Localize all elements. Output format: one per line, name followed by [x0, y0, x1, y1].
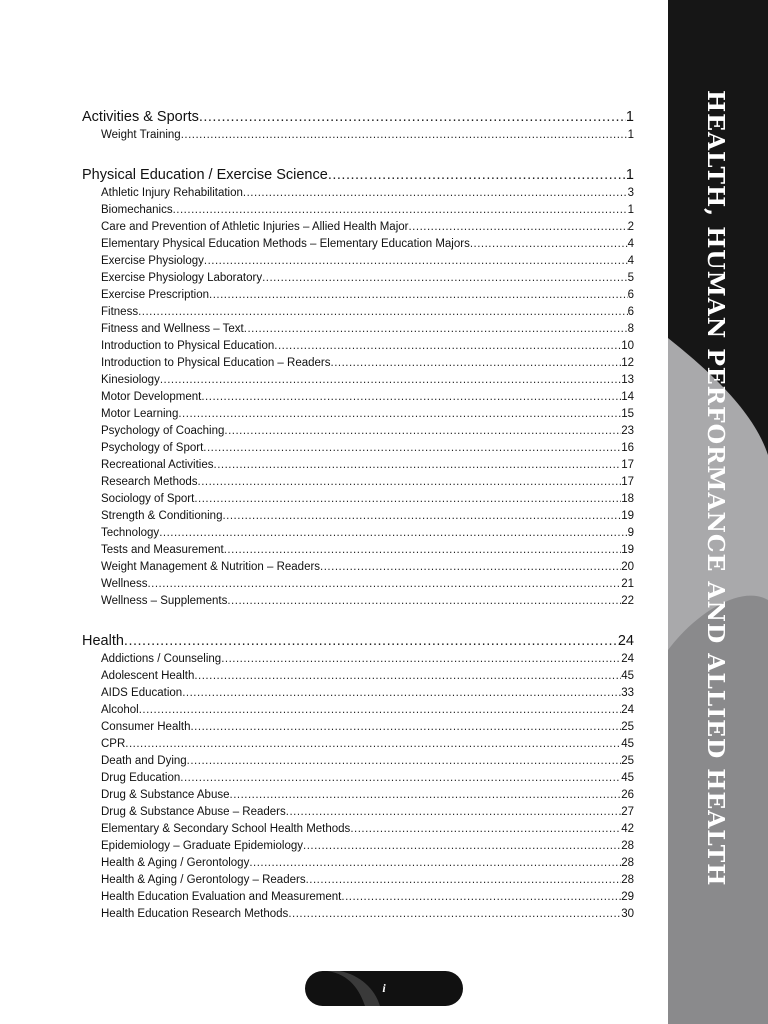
toc-entry[interactable]	[82, 559, 634, 576]
entry-page-number: 4	[627, 238, 634, 250]
section-page-number: 1	[625, 109, 634, 125]
dot-leader	[194, 668, 621, 685]
entry-title: Recreational Activities	[101, 459, 214, 471]
toc-entry[interactable]	[82, 685, 634, 702]
toc-entry[interactable]	[82, 304, 634, 321]
dot-leader	[182, 685, 621, 702]
dot-leader	[303, 838, 621, 855]
toc-entry[interactable]	[82, 668, 634, 685]
dot-leader	[408, 219, 627, 236]
entry-title: AIDS Education	[101, 687, 183, 699]
dot-leader	[180, 770, 621, 787]
toc-entry[interactable]	[82, 355, 634, 372]
dot-leader	[159, 525, 627, 542]
dot-leader	[249, 855, 621, 872]
entry-page-number: 19	[621, 510, 634, 522]
entry-title: Death and Dying	[101, 755, 187, 767]
dot-leader	[274, 338, 621, 355]
toc-entry[interactable]	[82, 185, 634, 202]
toc-entry[interactable]	[82, 457, 634, 474]
entry-page-number: 1	[627, 204, 634, 216]
entry-title: Kinesiology	[101, 374, 160, 386]
entry-title: Drug & Substance Abuse	[101, 789, 230, 801]
dot-leader	[125, 736, 621, 753]
entry-title: Adolescent Health	[101, 670, 195, 682]
entry-title: Tests and Measurement	[101, 544, 224, 556]
dot-leader	[199, 108, 626, 127]
entry-title: CPR	[101, 738, 126, 750]
entry-page-number: 4	[627, 255, 634, 267]
entry-title: Consumer Health	[101, 721, 191, 733]
entry-page-number: 10	[621, 340, 634, 352]
toc-section-heading[interactable]	[82, 108, 634, 127]
toc-entry[interactable]	[82, 440, 634, 457]
toc-entry[interactable]	[82, 202, 634, 219]
entry-title: Drug & Substance Abuse – Readers	[101, 806, 286, 818]
dot-leader	[244, 321, 628, 338]
entry-title: Wellness – Supplements	[101, 595, 228, 607]
dot-leader	[224, 423, 621, 440]
toc-entry[interactable]	[82, 838, 634, 855]
section-heading-text: Physical Education / Exercise Science	[82, 167, 328, 183]
entry-page-number: 24	[621, 653, 634, 665]
entry-page-number: 2	[627, 221, 634, 233]
entry-title: Weight Training	[101, 129, 181, 141]
entry-page-number: 23	[621, 425, 634, 437]
entry-page-number: 6	[627, 306, 634, 318]
sidebar-title: HEALTH, HUMAN PERFORMANCE AND ALLIED HEALTH	[702, 90, 730, 887]
toc-section	[82, 632, 634, 923]
entry-page-number: 3	[627, 187, 634, 199]
section-page-number: 1	[625, 167, 634, 183]
toc-entry[interactable]	[82, 906, 634, 923]
entry-title: Health & Aging / Gerontology – Readers	[101, 874, 306, 886]
dot-leader	[262, 270, 628, 287]
dot-leader	[181, 127, 628, 144]
toc-entry[interactable]	[82, 787, 634, 804]
toc-section	[82, 108, 634, 144]
dot-leader	[124, 632, 618, 651]
dot-leader	[201, 389, 621, 406]
toc-entry[interactable]	[82, 889, 634, 906]
entry-title: Epidemiology – Graduate Epidemiology	[101, 840, 304, 852]
entry-page-number: 25	[621, 755, 634, 767]
toc-entry[interactable]	[82, 127, 634, 144]
entry-title: Care and Prevention of Athletic Injuries – Allied Health Major	[101, 221, 409, 233]
toc-entry[interactable]	[82, 372, 634, 389]
entry-title: Psychology of Sport	[101, 442, 204, 454]
dot-leader	[288, 906, 621, 923]
section-sidebar	[668, 0, 768, 1024]
toc-entry[interactable]	[82, 804, 634, 821]
entry-page-number: 13	[621, 374, 634, 386]
dot-leader	[222, 508, 621, 525]
entry-page-number: 22	[621, 595, 634, 607]
toc-entry[interactable]	[82, 287, 634, 304]
toc-entry[interactable]	[82, 821, 634, 838]
entry-page-number: 16	[621, 442, 634, 454]
toc-entry[interactable]	[82, 753, 634, 770]
dot-leader	[138, 304, 628, 321]
toc-entry[interactable]	[82, 719, 634, 736]
dot-leader	[341, 889, 621, 906]
entry-page-number: 12	[621, 357, 634, 369]
entry-title: Alcohol	[101, 704, 139, 716]
entry-page-number: 24	[621, 704, 634, 716]
entry-page-number: 29	[621, 891, 634, 903]
dot-leader	[147, 576, 621, 593]
entry-title: Motor Learning	[101, 408, 179, 420]
toc-entry[interactable]	[82, 270, 634, 287]
entry-title: Fitness	[101, 306, 139, 318]
page-number: i	[382, 981, 386, 995]
dot-leader	[221, 651, 621, 668]
toc-entry[interactable]	[82, 525, 634, 542]
dot-leader	[306, 872, 622, 889]
section-page-number: 24	[617, 633, 634, 649]
entry-title: Health Education Research Methods	[101, 908, 289, 920]
dot-leader	[224, 542, 621, 559]
table-of-contents	[82, 108, 634, 945]
entry-title: Athletic Injury Rehabilitation	[101, 187, 243, 199]
toc-section	[82, 166, 634, 610]
dot-leader	[187, 753, 622, 770]
dot-leader	[331, 355, 622, 372]
entry-page-number: 20	[621, 561, 634, 573]
entry-title: Exercise Physiology Laboratory	[101, 272, 263, 284]
entry-page-number: 6	[627, 289, 634, 301]
entry-page-number: 28	[621, 857, 634, 869]
dot-leader	[178, 406, 621, 423]
entry-page-number: 27	[621, 806, 634, 818]
entry-page-number: 28	[621, 874, 634, 886]
toc-section-heading[interactable]	[82, 632, 634, 651]
entry-title: Weight Management & Nutrition – Readers	[101, 561, 321, 573]
dot-leader	[243, 185, 628, 202]
entry-page-number: 9	[627, 527, 634, 539]
entry-title: Elementary Physical Education Methods – Elementary Education Majors	[101, 238, 470, 250]
dot-leader	[194, 491, 621, 508]
entry-title: Sociology of Sport	[101, 493, 195, 505]
entry-page-number: 21	[621, 578, 634, 590]
entry-title: Technology	[101, 527, 160, 539]
page-number-badge	[305, 971, 463, 1006]
entry-title: Health Education Evaluation and Measurement	[101, 891, 342, 903]
entry-page-number: 25	[621, 721, 634, 733]
entry-page-number: 15	[621, 408, 634, 420]
entry-page-number: 17	[621, 476, 634, 488]
dot-leader	[350, 821, 621, 838]
toc-entry[interactable]	[82, 219, 634, 236]
dot-leader	[173, 202, 628, 219]
entry-page-number: 28	[621, 840, 634, 852]
toc-entry[interactable]	[82, 406, 634, 423]
toc-entry[interactable]	[82, 389, 634, 406]
entry-page-number: 33	[621, 687, 634, 699]
dot-leader	[230, 787, 622, 804]
entry-page-number: 1	[627, 129, 634, 141]
entry-title: Psychology of Coaching	[101, 425, 225, 437]
dot-leader	[139, 702, 621, 719]
entry-title: Fitness and Wellness – Text	[101, 323, 244, 335]
entry-page-number: 8	[627, 323, 634, 335]
toc-entry[interactable]	[82, 508, 634, 525]
entry-page-number: 45	[621, 738, 634, 750]
entry-page-number: 42	[621, 823, 634, 835]
toc-entry[interactable]	[82, 576, 634, 593]
entry-page-number: 17	[621, 459, 634, 471]
entry-title: Biomechanics	[101, 204, 173, 216]
toc-entry[interactable]	[82, 651, 634, 668]
dot-leader	[214, 457, 622, 474]
entry-page-number: 14	[621, 391, 634, 403]
entry-title: Introduction to Physical Education – Readers	[101, 357, 331, 369]
dot-leader	[286, 804, 621, 821]
toc-entry[interactable]	[82, 321, 634, 338]
toc-entry[interactable]	[82, 770, 634, 787]
entry-title: Introduction to Physical Education	[101, 340, 275, 352]
entry-page-number: 18	[621, 493, 634, 505]
toc-entry[interactable]	[82, 736, 634, 753]
entry-title: Wellness	[101, 578, 148, 590]
dot-leader	[190, 719, 621, 736]
entry-title: Health & Aging / Gerontology	[101, 857, 250, 869]
entry-title: Research Methods	[101, 476, 198, 488]
dot-leader	[470, 236, 628, 253]
entry-page-number: 19	[621, 544, 634, 556]
entry-page-number: 30	[621, 908, 634, 920]
toc-entry[interactable]	[82, 236, 634, 253]
entry-title: Elementary & Secondary School Health Methods	[101, 823, 351, 835]
dot-leader	[328, 166, 626, 185]
section-heading-text: Activities & Sports	[82, 109, 199, 125]
toc-entry[interactable]	[82, 474, 634, 491]
toc-entry[interactable]	[82, 593, 634, 610]
toc-entry[interactable]	[82, 855, 634, 872]
toc-entry[interactable]	[82, 542, 634, 559]
entry-page-number: 5	[627, 272, 634, 284]
toc-entry[interactable]	[82, 702, 634, 719]
toc-entry[interactable]	[82, 338, 634, 355]
entry-title: Exercise Physiology	[101, 255, 204, 267]
entry-page-number: 26	[621, 789, 634, 801]
entry-title: Motor Development	[101, 391, 202, 403]
toc-entry[interactable]	[82, 491, 634, 508]
dot-leader	[203, 440, 621, 457]
entry-page-number: 45	[621, 670, 634, 682]
dot-leader	[204, 253, 628, 270]
dot-leader	[160, 372, 621, 389]
entry-title: Drug Education	[101, 772, 181, 784]
toc-entry[interactable]	[82, 423, 634, 440]
toc-entry[interactable]	[82, 253, 634, 270]
toc-section-heading[interactable]	[82, 166, 634, 185]
entry-title: Addictions / Counseling	[101, 653, 222, 665]
dot-leader	[320, 559, 621, 576]
entry-title: Exercise Prescription	[101, 289, 210, 301]
dot-leader	[227, 593, 621, 610]
entry-title: Strength & Conditioning	[101, 510, 223, 522]
toc-entry[interactable]	[82, 872, 634, 889]
dot-leader	[198, 474, 622, 491]
section-heading-text: Health	[82, 633, 124, 649]
entry-page-number: 45	[621, 772, 634, 784]
dot-leader	[209, 287, 628, 304]
